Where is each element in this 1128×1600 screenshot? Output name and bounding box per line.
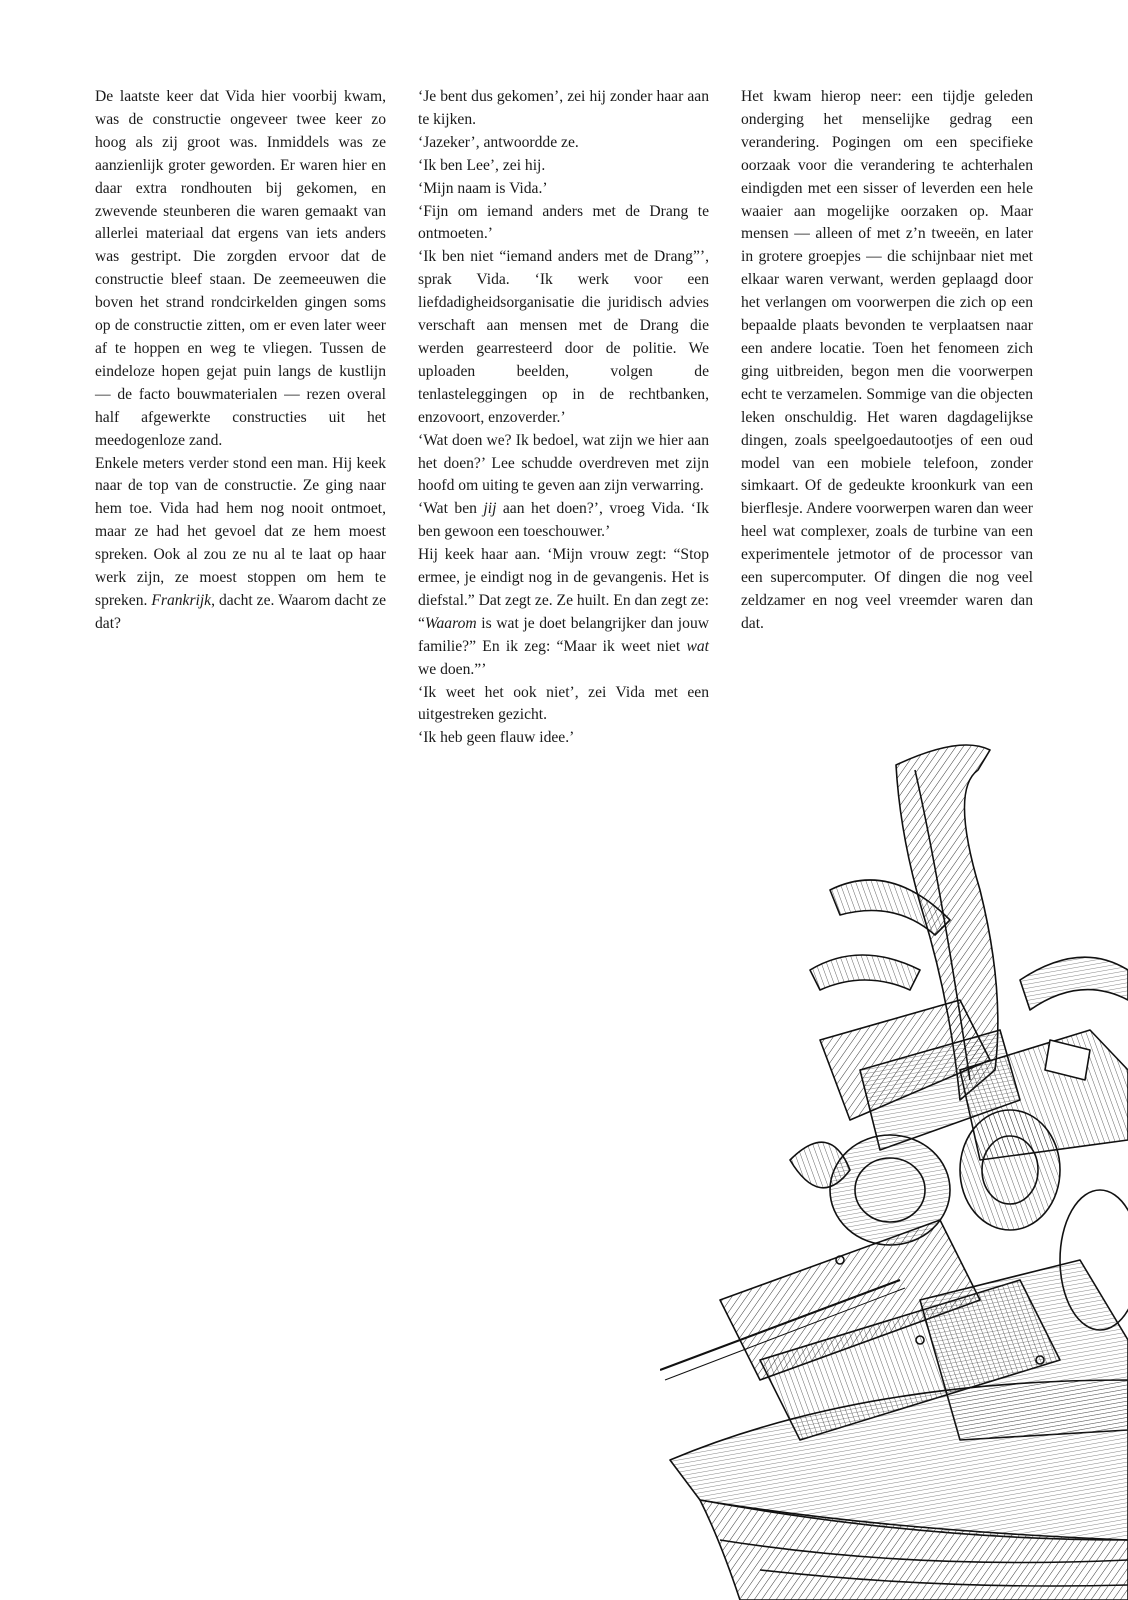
paragraph [418, 132, 709, 155]
text-run: ‘Ik heb geen flauw idee.’ [418, 729, 575, 747]
paragraph [95, 86, 386, 453]
text-run: ‘Ik ben niet “iemand anders met de Drang”’, sprak Vida. ‘Ik werk voor een liefdadigheidsorganisatie die juridisch advies verschaft aan mensen met de Drang die werden gearresteerd door de politie. We uploaden beelden, volgen de tenlasteleggingen op in de rechtbanken, enzovoort, enzoverder.’ [418, 248, 709, 426]
paragraph [418, 178, 709, 201]
paragraph [418, 682, 709, 728]
paragraph [418, 430, 709, 499]
paragraph [95, 453, 386, 636]
text-run: De laatste keer dat Vida hier voorbij kwam, was de constructie ongeveer twee keer zo hoog als zij groot was. Inmiddels was ze aanzienlijk groter geworden. Er waren hier en daar extra rondhouten bij gekomen, en zwevende steunberen die waren gemaakt van allerlei materiaal dat ergens van iets anders was gestript. Die zorgden ervoor dat de constructie bleef staan. De zeemeeuwen die boven het strand rondcirkelden gingen soms op de constructie zitten, om er even later weer af te hoppen en weg te vliegen. Tussen de eindeloze hopen gejat puin langs de kustlijn — de facto bouwmaterialen — rezen overal half afgewerkte constructies uit het meedogenloze zand. [95, 88, 386, 449]
italic-run: wat [686, 637, 709, 655]
text-run: ‘Wat doen we? Ik bedoel, wat zijn we hier aan het doen?’ Lee schudde overdreven met zijn hoofd om uiting te geven aan zijn verwarring. [418, 431, 709, 495]
paragraph [741, 86, 1033, 636]
paragraph [418, 246, 709, 429]
text-column-3 [741, 86, 1033, 636]
text-column-2 [418, 86, 709, 750]
text-run: ‘Wat ben [418, 500, 484, 518]
italic-run: Waarom [424, 614, 477, 632]
italic-run: Frankrijk [151, 591, 212, 609]
text-run: ‘Ik ben Lee’, zei hij. [418, 156, 546, 174]
text-run: ‘Fijn om iemand anders met de Drang te ontmoeten.’ [418, 202, 709, 243]
text-column-1 [95, 86, 386, 636]
paragraph [418, 201, 709, 247]
italic-run: jij [483, 500, 497, 518]
paragraph [418, 86, 709, 132]
text-run: ‘Mijn naam is Vida.’ [418, 179, 548, 197]
text-run: Het kwam hierop neer: een tijdje geleden onderging het menselijke gedrag een verandering. Pogingen om een specifieke oorzaak voor die verandering te achterhalen eindigden met een sisser of leverden een hele waaier aan mogelijke oorzaken op. Maar mensen — alleen of met z’n tweeën, en later in grotere groepjes — die schijnbaar niet met elkaar waren verwant, werden geplaagd door het verlangen om voorwerpen die zich op een bepaalde plaats bevonden te verplaatsen naar een andere locatie. Toen het fenomeen zich ging uitbreiden, begon men die voorwerpen echt te verzamelen. Sommige van die objecten leken onschuldig. Het waren dagdagelijkse dingen, zoals speelgoedautootjes of een oud model van een mobiele telefoon, zonder simkaart. Of de gedeukte kroonkurk van een bierflesje. Andere voorwerpen waren dan weer heel wat complexer, zoals de turbine van een experimentele jetmotor of de processor van een supercomputer. Of dingen die nog veel zeldzamer en nog veel vreemder waren dan dat. [741, 88, 1033, 632]
text-run: Hij keek haar aan. ‘Mijn vrouw zegt: “Stop ermee, je eindigt nog in de gevangenis. Het is diefstal.” Dat zegt ze. Ze huilt. En dan zegt ze: “ [418, 546, 709, 632]
scrap-sculpture-illustration [660, 740, 1128, 1600]
text-run: Enkele meters verder stond een man. Hij keek naar de top van de constructie. Ze ging naar hem toe. Vida had hem nog nooit ontmoet, maar ze had het gevoel dat ze hem moest spreken. Ook al zou ze nu al te laat op haar werk zijn, ze moest stoppen om hem te spreken. [95, 454, 386, 609]
paragraph [418, 498, 709, 544]
text-run: is wat je doet belangrijker dan jouw familie?” En ik zeg: “Maar ik weet niet [418, 614, 709, 655]
text-run: ‘Ik weet het ook niet’, zei Vida met een uitgestreken gezicht. [418, 683, 709, 724]
text-run: we doen.”’ [418, 660, 487, 678]
paragraph [418, 155, 709, 178]
text-run: ‘Je bent dus gekomen’, zei hij zonder haar aan te kijken. [418, 88, 709, 128]
text-run: aan het doen?’, vroeg Vida. ‘Ik ben gewoon een toeschouwer.’ [418, 500, 709, 541]
text-run: , dacht ze. Waarom dacht ze dat? [95, 591, 386, 632]
text-run: ‘Jazeker’, antwoordde ze. [418, 133, 579, 151]
paragraph [418, 544, 709, 681]
